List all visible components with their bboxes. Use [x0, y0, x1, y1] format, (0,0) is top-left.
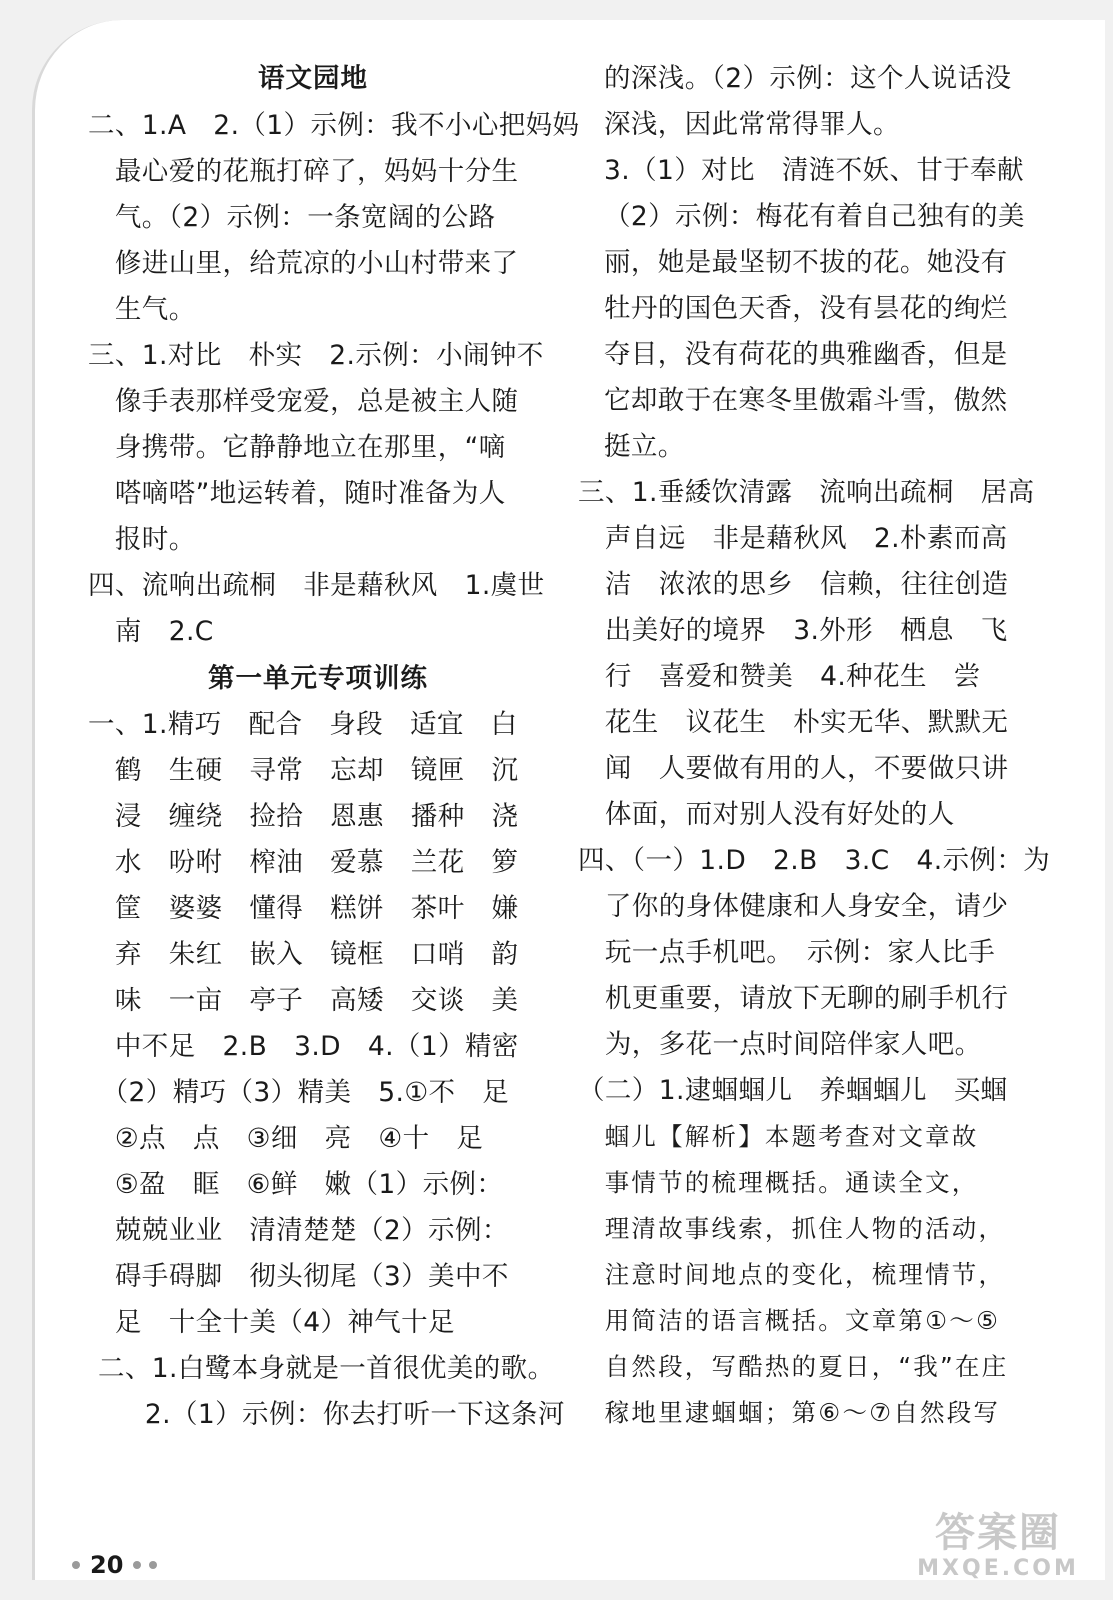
text-line: 水 吩咐 榨油 爱慕 兰花 箩	[88, 847, 519, 878]
text-line: 碍手碍脚 彻头彻尾（3）美中不	[88, 1261, 509, 1292]
text-line: 体面，而对别人没有好处的人	[578, 799, 955, 830]
text-line: 弃 朱红 嵌入 镜框 口哨 韵	[88, 939, 519, 970]
text-line: 牡丹的国色天香，没有昙花的绚烂	[604, 293, 1008, 324]
text-line: 声自远 非是藉秋风 2.朴素而高	[578, 523, 1008, 554]
text-line: 报时。	[88, 524, 196, 555]
watermark-logo	[903, 1510, 1093, 1590]
text-line: 嗒嘀嗒”地运转着，随时准备为人	[88, 478, 506, 509]
text-line: 一、1.精巧 配合 身段 适宜 白	[88, 709, 518, 740]
section-title-yuwen-yuandi: 语文园地	[258, 63, 368, 94]
text-line: 夺目，没有荷花的典雅幽香，但是	[604, 339, 1008, 370]
text-line: 兢兢业业 清清楚楚（2）示例：	[88, 1215, 509, 1246]
text-line: 像手表那样受宠爱，总是被主人随	[88, 386, 519, 417]
text-line: 它却敢于在寒冬里傲霜斗雪，傲然	[604, 385, 1008, 416]
text-line: ②点 点 ③细 亮 ④十 足	[88, 1123, 484, 1154]
text-line: 身携带。它静静地立在那里，“嘀	[88, 432, 506, 463]
text-line: 中不足 2.B 3.D 4.（1）精密	[88, 1031, 519, 1062]
text-line: 洁 浓浓的思乡 信赖，往往创造	[578, 569, 1009, 600]
text-line: 2.（1）示例：你去打听一下这条河	[118, 1399, 565, 1430]
text-line: 了你的身体健康和人身安全，请少	[578, 891, 1009, 922]
text-line: 丽，她是最坚韧不拔的花。她没有	[604, 247, 1008, 278]
text-line: （2）精巧（3）精美 5.①不 足	[88, 1077, 510, 1108]
decorative-dot-icon	[133, 1561, 141, 1569]
text-line: 味 一亩 亭子 高矮 交谈 美	[88, 985, 519, 1016]
text-line: 闻 人要做有用的人，不要做只讲	[578, 753, 1009, 784]
text-line: 为，多花一点时间陪伴家人吧。	[578, 1029, 982, 1060]
page-number: 20	[90, 1551, 124, 1579]
decorative-dot-icon	[149, 1561, 157, 1569]
text-line: 气。（2）示例：一条宽阔的公路	[88, 202, 496, 233]
text-line: 南 2.C	[88, 616, 214, 647]
page-footer	[68, 1545, 161, 1585]
text-line: 玩一点手机吧。 示例：家人比手	[578, 937, 996, 968]
text-line: 机更重要，请放下无聊的刷手机行	[578, 983, 1009, 1014]
text-line: ⑤盈 眶 ⑥鲜 嫩（1）示例：	[88, 1169, 504, 1200]
text-line: 行 喜爱和赞美 4.种花生 尝	[578, 661, 981, 692]
text-line: 蝈儿【解析】本题考查对文章故	[578, 1122, 979, 1151]
text-line: 用简洁的语言概括。文章第①～⑤	[578, 1306, 1001, 1335]
text-line: （二）1.逮蝈蝈儿 养蝈蝈儿 买蝈	[578, 1075, 1008, 1106]
text-line: 四、（一）1.D 2.B 3.C 4.示例：为	[578, 845, 1051, 876]
text-line: 生气。	[88, 294, 196, 325]
text-line: 事情节的梳理概括。通读全文，	[578, 1168, 979, 1197]
text-line: 筐 婆婆 懂得 糕饼 茶叶 嫌	[88, 893, 519, 924]
text-line: 理清故事线索，抓住人物的活动，	[578, 1214, 1006, 1243]
text-line: 鹤 生硬 寻常 忘却 镜匣 沉	[88, 755, 519, 786]
text-line: 最心爱的花瓶打碎了，妈妈十分生	[88, 156, 519, 187]
text-line: 三、1.对比 朴实 2.示例：小闹钟不	[88, 340, 544, 371]
text-line: 稼地里逮蝈蝈；第⑥～⑦自然段写	[578, 1398, 1001, 1427]
text-line: 花生 议花生 朴实无华、默默无	[578, 707, 1009, 738]
text-line: 足 十全十美（4）神气十足	[88, 1307, 455, 1338]
text-line: 3.（1）对比 清涟不妖、甘于奉献	[604, 155, 1024, 186]
text-line: 二、1.白鹭本身就是一首很优美的歌。	[98, 1353, 555, 1384]
text-line: 三、1.垂緌饮清露 流响出疏桐 居高	[578, 477, 1035, 508]
text-line: 挺立。	[604, 431, 685, 462]
decorative-dot-icon	[72, 1561, 80, 1569]
text-line: 深浅，因此常常得罪人。	[604, 109, 900, 140]
text-line: 修进山里，给荒凉的小山村带来了	[88, 248, 519, 279]
watermark-title: 答案圈	[935, 1510, 1061, 1556]
watermark-url: MXQE.COM	[917, 1556, 1079, 1581]
section-title-unit1-training: 第一单元专项训练	[208, 663, 428, 694]
text-line: 出美好的境界 3.外形 栖息 飞	[578, 615, 1008, 646]
text-line: （2）示例：梅花有着自己独有的美	[604, 201, 1025, 232]
text-line: 的深浅。（2）示例：这个人说话没	[604, 63, 1012, 94]
text-line: 自然段，写酷热的夏日，“我”在庄	[578, 1352, 1009, 1381]
text-line: 浸 缠绕 捡拾 恩惠 播种 浇	[88, 801, 519, 832]
text-line: 注意时间地点的变化，梳理情节，	[578, 1260, 1006, 1289]
text-line: 二、1.A 2.（1）示例：我不小心把妈妈	[88, 110, 580, 141]
text-line: 四、流响出疏桐 非是藉秋风 1.虞世	[88, 570, 545, 601]
